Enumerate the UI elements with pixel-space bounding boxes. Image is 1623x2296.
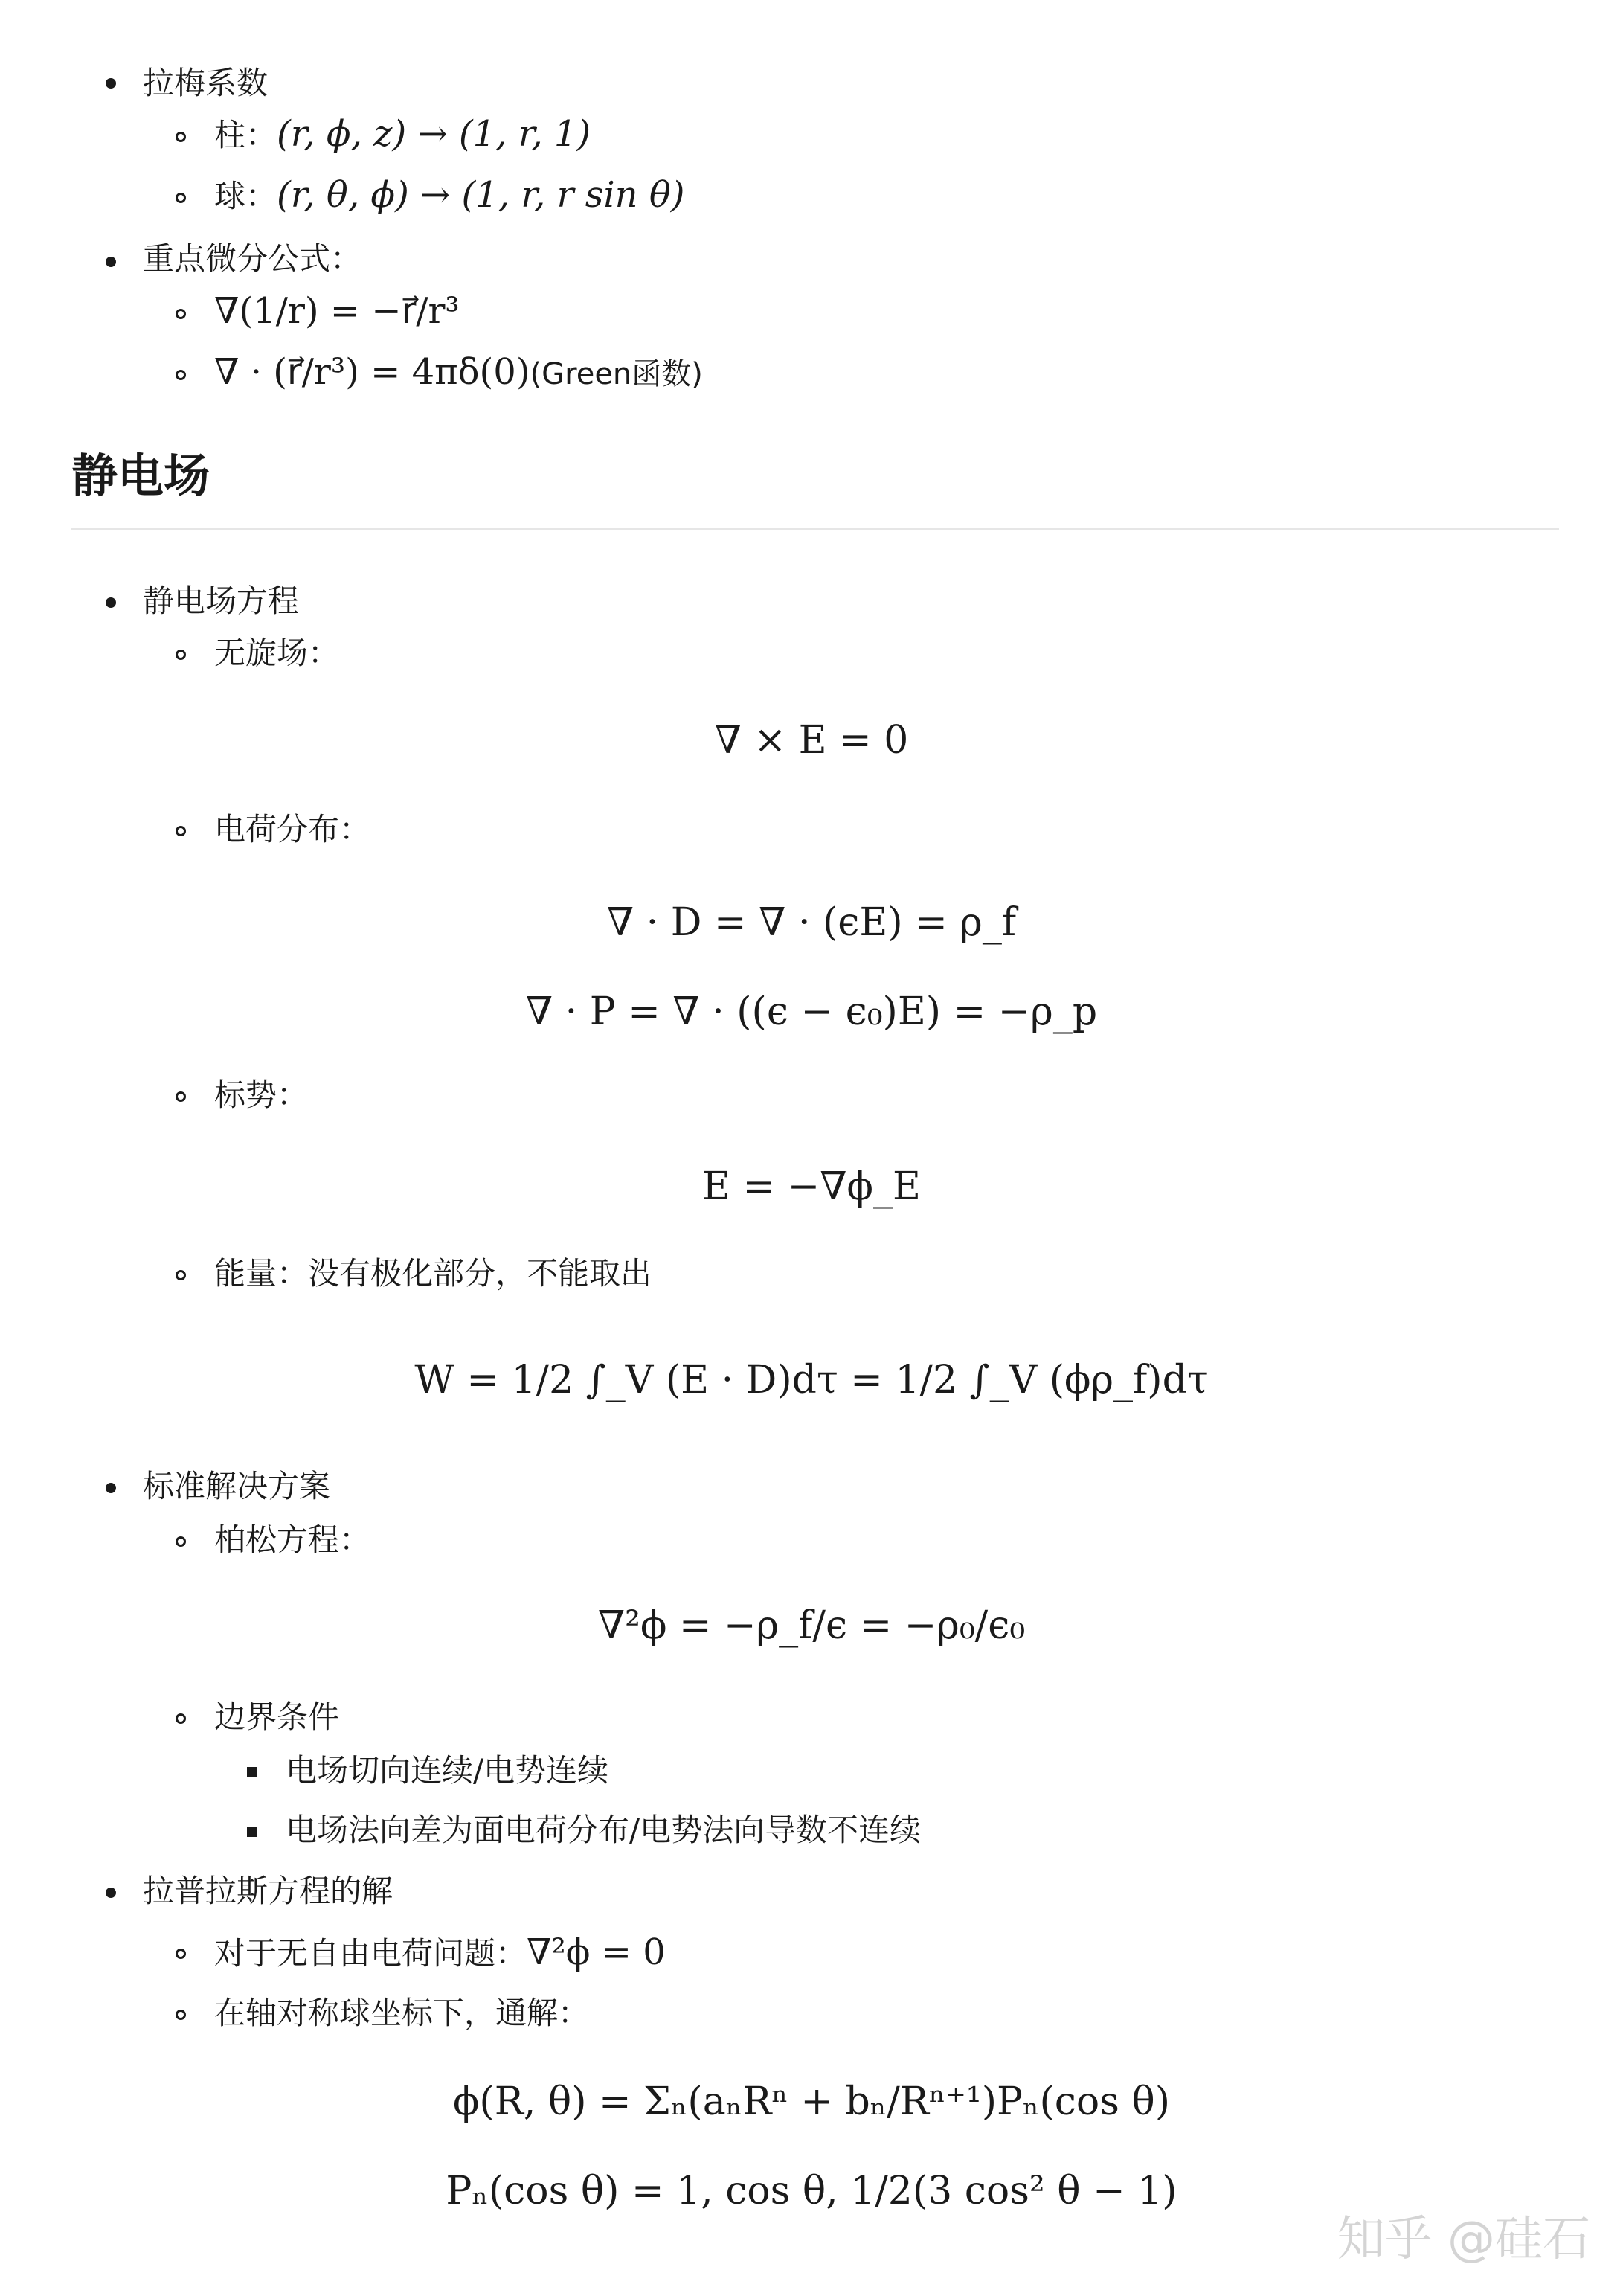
- section-title: 静电场: [71, 449, 210, 503]
- bullet-dot: [106, 1888, 116, 1898]
- list-item-standard: 标准解决方案: [143, 1468, 331, 1504]
- free-label: 对于无自由电荷问题：: [214, 1935, 527, 1972]
- equation-general-solution: ϕ(R, θ) = Σₙ(aₙRⁿ + bₙ/Rⁿ⁺¹)Pₙ(cos θ): [452, 2079, 1171, 2124]
- grad-math: ∇(1/r) = −r⃗/r³: [214, 290, 460, 332]
- bullet-ring: [176, 1270, 186, 1280]
- list-item-lame: 拉梅系数: [143, 65, 269, 101]
- bullet-ring: [176, 1949, 186, 1959]
- list-item-grad: [214, 290, 460, 333]
- bullet-dot: [106, 1483, 116, 1493]
- bullet-ring: [176, 370, 186, 380]
- bullet-ring: [176, 1091, 186, 1102]
- bullet-square: [247, 1827, 257, 1837]
- div-math: ∇ · (r⃗/r³) = 4πδ(0): [214, 351, 530, 393]
- list-item-div: [214, 351, 703, 395]
- list-item-bc1: 电场切向连续/电势连续: [286, 1752, 609, 1789]
- bullet-ring: [176, 193, 186, 203]
- list-item-charge-distribution: 电荷分布：: [214, 811, 371, 847]
- equation-poisson: ∇²ϕ = −ρ_f/ϵ = −ρ₀/ϵ₀: [597, 1603, 1026, 1648]
- list-item-spherical: [214, 174, 684, 217]
- list-item-poisson: 柏松方程：: [214, 1521, 371, 1558]
- equation-div-d: ∇ · D = ∇ · (ϵE) = ρ_f: [606, 900, 1017, 945]
- bullet-dot: [106, 597, 116, 608]
- equation-div-p: ∇ · P = ∇ · ((ϵ − ϵ₀)E) = −ρ_p: [525, 990, 1098, 1034]
- equation-energy: W = 1/2 ∫_V (E · D)dτ = 1/2 ∫_V (ϕρ_f)dτ: [414, 1358, 1209, 1402]
- list-item-energy: 能量：没有极化部分，不能取出: [214, 1255, 652, 1292]
- div-note: (Green函数): [530, 357, 703, 391]
- free-math: ∇²ϕ = 0: [527, 1931, 666, 1973]
- bullet-ring: [176, 650, 186, 660]
- section-divider: [71, 528, 1559, 530]
- list-item-cylindrical: [214, 113, 591, 156]
- bullet-ring: [176, 1536, 186, 1547]
- list-item-free-charge: [214, 1931, 666, 1975]
- list-item-laplace: 拉普拉斯方程的解: [143, 1873, 393, 1909]
- bullet-ring: [176, 309, 186, 319]
- cyl-label: 柱：: [214, 117, 277, 153]
- bullet-dot: [106, 78, 116, 89]
- cyl-math: (r, ϕ, z) → (1, r, 1): [277, 113, 591, 155]
- equation-potential: E = −∇ϕ_E: [702, 1164, 921, 1209]
- equation-legendre: Pₙ(cos θ) = 1, cos θ, 1/2(3 cos² θ − 1): [446, 2169, 1177, 2213]
- bullet-ring: [176, 2010, 186, 2020]
- bullet-dot: [106, 257, 116, 267]
- list-item-irrotational: 无旋场：: [214, 635, 340, 671]
- bullet-ring: [176, 1713, 186, 1724]
- list-item-axial: 在轴对称球坐标下，通解：: [214, 1995, 590, 2031]
- sph-math: (r, θ, ϕ) → (1, r, r sin θ): [277, 174, 685, 216]
- list-item-potential: 标势：: [214, 1077, 309, 1113]
- list-item-equations: 静电场方程: [143, 583, 300, 619]
- equation-curl: ∇ × E = 0: [714, 718, 909, 763]
- bullet-ring: [176, 132, 186, 142]
- list-item-key-formulas: 重点微分公式：: [143, 240, 362, 277]
- bullet-square: [247, 1767, 257, 1777]
- watermark: 知乎 @硅石: [1337, 2212, 1590, 2267]
- bullet-ring: [176, 826, 186, 836]
- list-item-boundary: 边界条件: [214, 1699, 340, 1735]
- list-item-bc2: 电场法向差为面电荷分布/电势法向导数不连续: [286, 1812, 922, 1848]
- sph-label: 球：: [214, 178, 277, 214]
